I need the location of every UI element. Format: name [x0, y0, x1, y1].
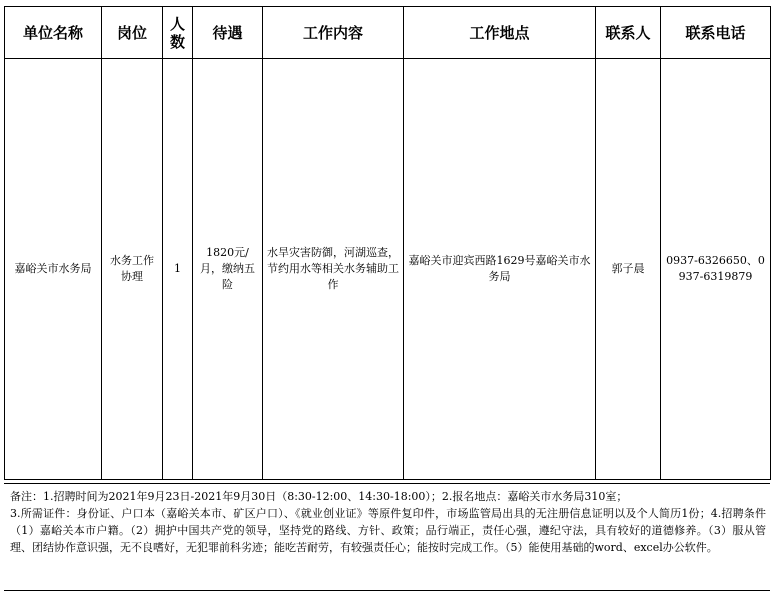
cell-salary: 1820元/月，缴纳五险 [193, 59, 263, 480]
cell-unit: 嘉峪关市水务局 [5, 59, 102, 480]
cell-contact: 郭子晨 [596, 59, 661, 480]
cell-duties: 水旱灾害防御，河湖巡查，节约用水等相关水务辅助工作 [263, 59, 404, 480]
cell-location: 嘉峪关市迎宾西路1629号嘉峪关市水务局 [404, 59, 596, 480]
table-row [5, 59, 771, 480]
cell-count: 1 [163, 59, 193, 480]
header-salary: 待遇 [193, 7, 263, 59]
bottom-border [4, 590, 770, 591]
header-unit: 单位名称 [5, 7, 102, 59]
header-location: 工作地点 [404, 7, 596, 59]
cell-phone: 0937-6326650、0937-6319879 [661, 59, 771, 480]
header-position: 岗位 [102, 7, 163, 59]
header-phone: 联系电话 [661, 7, 771, 59]
header-row [5, 7, 771, 59]
recruitment-table [4, 6, 771, 480]
remarks-block [4, 483, 770, 591]
header-count: 人数 [163, 7, 193, 59]
header-duties: 工作内容 [263, 7, 404, 59]
header-contact: 联系人 [596, 7, 661, 59]
remarks-line-1: 备注：1.招聘时间为2021年9月23日-2021年9月30日（8:30-12:00、14:30-18:00）；2.报名地点：嘉峪关市水务局310室； [10, 490, 628, 503]
cell-position: 水务工作协理 [102, 59, 163, 480]
remarks-line-2: 3.所需证件：身份证、户口本（嘉峪关本市、矿区户口）、《就业创业证》等原件复印件，市场监管局出具的无注册信息证明以及个人简历1份；4.招聘条件（1）嘉峪关本市户籍。（2）拥护中国共产党的领导，坚持党的路线、方针、政策；品行端正，责任心强，遵纪守法，具有较好的道德修养。（3）服从管理、团结协作意识强，无不良嗜好，无犯罪前科劣迹；能吃苦耐劳，有较强责任心；能按时完成工作。（5）能使用基础的word、excel办公软件。 [10, 507, 766, 554]
